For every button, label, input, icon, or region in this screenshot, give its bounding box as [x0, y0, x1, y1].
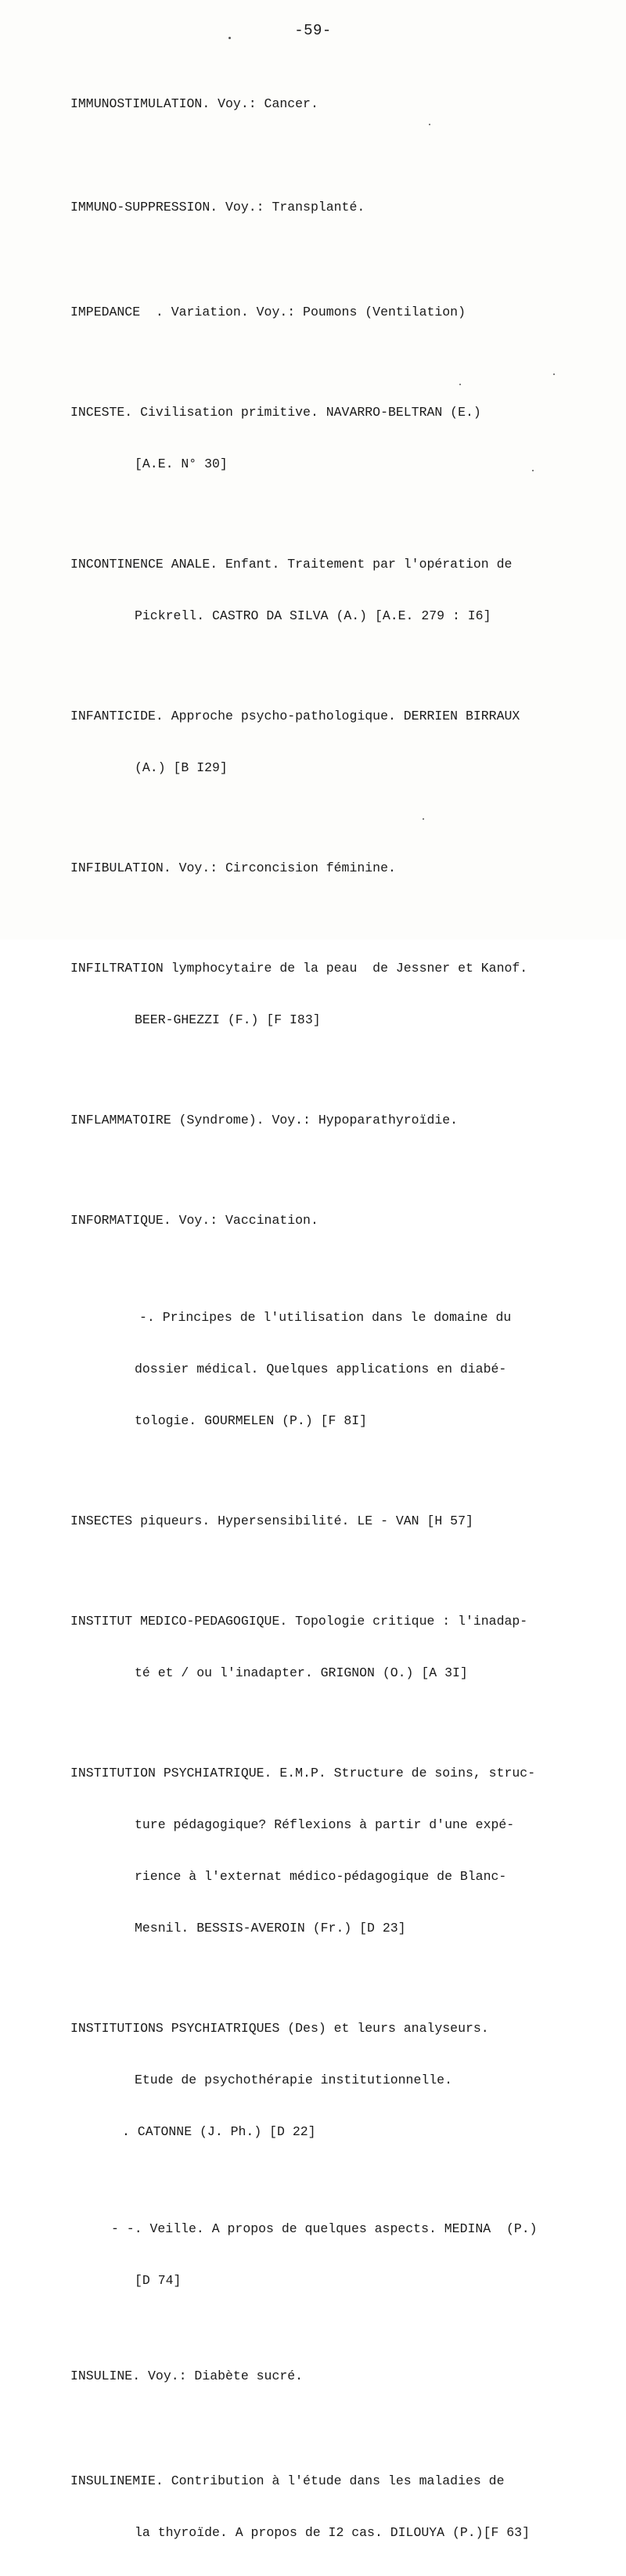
entry-line: rience à l'externat médico-pédagogique de Blanc-: [135, 1869, 507, 1884]
entry-line: dossier médical. Quelques applications en diabé-: [135, 1362, 507, 1376]
index-entry: [70, 2438, 556, 2576]
index-entry: [70, 1178, 556, 1264]
entry-line: (A.) [B I29]: [135, 760, 228, 775]
entry-line: INFIBULATION. Voy.: Circoncision féminine.: [70, 860, 396, 875]
entry-line: INFORMATIQUE. Voy.: Vaccination.: [70, 1213, 318, 1228]
scan-speck: [228, 37, 231, 39]
entry-line: BEER-GHEZZI (F.) [F I83]: [135, 1012, 321, 1027]
entry-line: - -. Veille. A propos de quelques aspects. MEDINA (P.): [111, 2221, 538, 2236]
entry-line: INSTITUTIONS PSYCHIATRIQUES (Des) et leurs analyseurs.: [70, 2021, 489, 2036]
index-entry: [70, 1730, 556, 1972]
entry-line: INSTITUT MEDICO-PEDAGOGIQUE. Topologie critique : l'inadap-: [70, 1614, 528, 1629]
scan-speck: [459, 384, 461, 385]
entry-line: [A.E. N° 30]: [135, 456, 228, 471]
entry-line: Mesnil. BESSIS-AVEROIN (Fr.) [D 23]: [135, 1921, 406, 1936]
index-entry: [70, 521, 556, 659]
index-entry: [70, 269, 556, 355]
entry-line: [D 74]: [135, 2273, 182, 2288]
index-entry: [70, 1578, 556, 1716]
page-number: -59-: [294, 22, 332, 39]
entry-line: INSTITUTION PSYCHIATRIQUE. E.M.P. Structure de soins, struc-: [70, 1766, 536, 1780]
index-entries: [70, 61, 556, 2576]
scan-speck: [423, 818, 424, 820]
entry-line: IMPEDANCE . Variation. Voy.: Poumons (Ventilation): [70, 305, 466, 319]
entry-line: INFLAMMATOIRE (Syndrome). Voy.: Hypoparathyroïdie.: [70, 1113, 459, 1127]
entry-line: INSECTES piqueurs. Hypersensibilité. LE - VAN [H 57]: [70, 1513, 473, 1528]
entry-line: INFANTICIDE. Approche psycho-pathologique. DERRIEN BIRRAUX: [70, 709, 520, 723]
entry-line: ture pédagogique? Réflexions à partir d'une expé-: [135, 1817, 515, 1832]
entry-line: Pickrell. CASTRO DA SILVA (A.) [A.E. 279 : I6]: [135, 608, 491, 623]
entry-line: INFILTRATION lymphocytaire de la peau de Jessner et Kanof.: [70, 961, 528, 976]
entry-line: -. Principes de l'utilisation dans le domaine du: [139, 1310, 512, 1325]
index-subentry: [70, 1275, 556, 1464]
entry-line: . CATONNE (J. Ph.) [D 22]: [122, 2124, 316, 2139]
index-entry: [70, 1077, 556, 1164]
index-entry: [70, 164, 556, 251]
entry-line: IMMUNO-SUPPRESSION. Voy.: Transplanté.: [70, 200, 365, 215]
index-entry: [70, 1986, 556, 2175]
index-entry: [70, 673, 556, 811]
scan-speck: [429, 124, 430, 125]
entry-line: INSULINEMIE. Contribution à l'étude dans les maladies de: [70, 2473, 505, 2488]
index-entry: [70, 2333, 556, 2419]
entry-line: Etude de psychothérapie institutionnelle.: [135, 2073, 452, 2087]
index-entry: [70, 1478, 556, 1564]
scan-speck: [532, 470, 534, 471]
index-entry: [70, 925, 556, 1063]
entry-line: INSULINE. Voy.: Diabète sucré.: [70, 2369, 304, 2383]
entry-line: INCESTE. Civilisation primitive. NAVARRO-BELTRAN (E.): [70, 405, 481, 420]
entry-line: tologie. GOURMELEN (P.) [F 8I]: [135, 1413, 368, 1428]
index-entry: [70, 370, 556, 507]
entry-line: INCONTINENCE ANALE. Enfant. Traitement par l'opération de: [70, 557, 513, 572]
index-entry: [70, 61, 556, 147]
entry-line: té et / ou l'inadapter. GRIGNON (O.) [A 3I]: [135, 1665, 468, 1680]
index-subentry: [70, 2186, 556, 2324]
entry-line: la thyroïde. A propos de I2 cas. DILOUYA (P.)[F 63]: [135, 2525, 530, 2540]
index-entry: [70, 825, 556, 911]
scan-speck: [553, 373, 555, 375]
entry-line: IMMUNOSTIMULATION. Voy.: Cancer.: [70, 96, 318, 111]
